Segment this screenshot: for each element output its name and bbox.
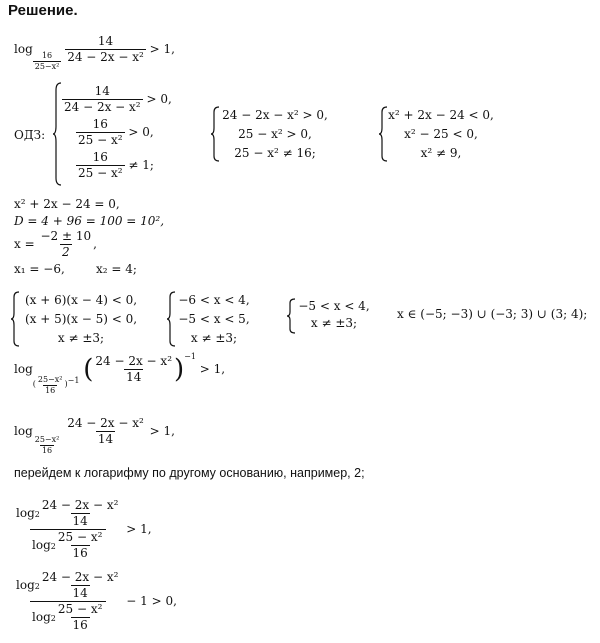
inequality-2: log( $\frac{\text{25−x²}}{16}$ )$^{-1}$ ( $\frac{\text{24 − 2x − x²}}{14}$ )$^{-1}$ > 1, <box>14 352 226 395</box>
odz-system-1-row-2: $\frac{16}{\text{25 − x²}}$ > 0, <box>78 117 154 147</box>
log-base-fraction: $\frac{\text{25−x²}}{16}$ <box>34 435 60 455</box>
inequality-1 <box>14 34 175 71</box>
system-6: −5 < x < 4, x ≠ ±3; <box>298 299 370 330</box>
log-ratio-fraction: log2 $\frac{\text{24 − 2x − x²}}{14}$ log2 $\frac{\text{25 − x²}}{16}$ <box>16 498 119 560</box>
odz-label: ОДЗ: <box>14 128 46 142</box>
log-ratio-fraction: log2 $\frac{\text{24 − 2x − x²}}{14}$ log2 $\frac{\text{25 − x²}}{16}$ <box>16 570 119 632</box>
log-base-fraction: $\frac{16}{\text{25−x²}}$ <box>34 51 60 71</box>
inequality-rhs: > 1, <box>149 42 175 56</box>
roots-formula: x = $\frac{-2 \pm 10}{2}$ , <box>14 229 97 259</box>
log-label: log <box>14 362 33 376</box>
inequality-3: log $\frac{\text{25−x²}}{16}$ $\frac{\text{24 − 2x − x²}}{14}$ > 1, <box>14 416 175 455</box>
quadratic-equation: x² + 2x − 24 = 0, <box>14 197 120 211</box>
discriminant: D = 4 + 96 = 100 = 10², <box>14 214 165 228</box>
odz-system-1-row-1: $\frac{14}{\text{24 − 2x − x²}}$ > 0, <box>64 84 172 114</box>
system-5: −6 < x < 4, −5 < x < 5, x ≠ ±3; <box>178 293 250 345</box>
argument-fraction: $\frac{\text{24 − 2x − x²}}{14}$ <box>95 354 173 384</box>
root-x1: x₁ = −6, <box>14 262 65 276</box>
interval-answer: x ∈ (−5; −3) ∪ (−3; 3) ∪ (3; 4); <box>397 307 588 321</box>
inequality-4: log2 $\frac{\text{24 − 2x − x²}}{14}$ log2 $\frac{\text{25 − x²}}{16}$ > 1, <box>16 498 152 560</box>
root-x2: x₂ = 4; <box>96 262 137 276</box>
inequality-5: log2 $\frac{\text{24 − 2x − x²}}{14}$ log2 $\frac{\text{25 − x²}}{16}$ − 1 > 0, <box>16 570 177 632</box>
argument-fraction: $\frac{14}{\text{24 − 2x − x²}}$ <box>67 34 144 64</box>
solution-heading: Решение. <box>8 2 78 19</box>
left-brace-icon <box>10 291 20 347</box>
log-label: log <box>14 424 33 438</box>
argument-fraction: $\frac{\text{24 − 2x − x²}}{14}$ <box>67 416 144 446</box>
system-4: (x + 6)(x − 4) < 0, (x + 5)(x − 5) < 0, x ≠ ±3; <box>24 293 138 345</box>
left-brace-icon <box>210 106 220 162</box>
change-base-note: перейдем к логарифму по другому основанию, например, 2; <box>14 466 365 480</box>
odz-system-1-row-3: $\frac{16}{\text{25 − x²}}$ ≠ 1; <box>78 150 154 180</box>
log-label: log <box>14 42 33 56</box>
left-brace-icon <box>52 82 62 186</box>
log-base-fraction: $\frac{\text{25−x²}}{16}$ <box>37 375 63 395</box>
odz-system-2: 24 − 2x − x² > 0, 25 − x² > 0, 25 − x² ≠ 16; <box>222 108 328 160</box>
odz-system-3: x² + 2x − 24 < 0, x² − 25 < 0, x² ≠ 9, <box>388 108 494 160</box>
left-brace-icon <box>286 298 296 334</box>
